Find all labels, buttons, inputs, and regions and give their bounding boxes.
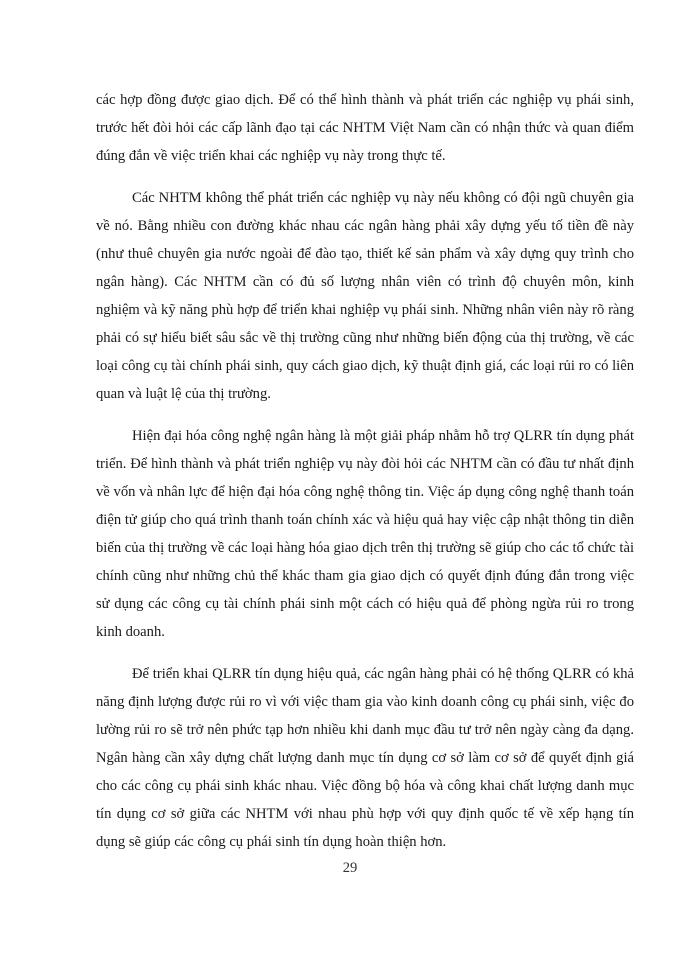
document-page-body xyxy=(96,86,634,870)
paragraph-4: Để triển khai QLRR tín dụng hiệu quả, các ngân hàng phải có hệ thống QLRR có khả năng định lượng được rủi ro vì với việc tham gia vào kinh doanh công cụ phái sinh, việc đo lường rủi ro sẽ trở nên phức tạp hơn nhiều khi danh mục đầu tư trở nên ngày càng đa dạng. Ngân hàng cần xây dựng chất lượng danh mục tín dụng cơ sở làm cơ sở để quyết định giá cho các công cụ phái sinh khác nhau. Việc đồng bộ hóa và công khai chất lượng danh mục tín dụng cơ sở giữa các NHTM với nhau phù hợp với quy định quốc tế về xếp hạng tín dụng sẽ giúp các công cụ phái sinh tín dụng hoàn thiện hơn. xyxy=(96,666,634,850)
page-number: 29 xyxy=(342,860,358,876)
paragraph-3: Hiện đại hóa công nghệ ngân hàng là một giải pháp nhằm hỗ trợ QLRR tín dụng phát triển. Để hình thành và phát triển nghiệp vụ này đòi hỏi các NHTM cần có đầu tư nhất định về vốn và nhân lực để hiện đại hóa công nghệ thông tin. Việc áp dụng công nghệ thanh toán điện tử giúp cho quá trình thanh toán chính xác và hiệu quả hay việc cập nhật thông tin diễn biến của thị trường về các loại hàng hóa giao dịch trên thị trường sẽ giúp cho các tổ chức tài chính cũng như những chủ thể khác tham gia giao dịch có quyết định đúng đắn trong việc sử dụng các công cụ tài chính phái sinh một cách có hiệu quả để phòng ngừa rủi ro trong kinh doanh. xyxy=(96,428,634,640)
paragraph-1: các hợp đồng được giao dịch. Để có thể hình thành và phát triển các nghiệp vụ phái sinh, trước hết đòi hỏi các cấp lãnh đạo tại các NHTM Việt Nam cần có nhận thức và quan điểm đúng đắn về việc triển khai các nghiệp vụ này trong thực tế. xyxy=(96,92,634,164)
paragraph-2: Các NHTM không thể phát triển các nghiệp vụ này nếu không có đội ngũ chuyên gia về nó. Bằng nhiều con đường khác nhau các ngân hàng phải xây dựng yếu tố tiền đề này (như thuê chuyên gia nước ngoài để đào tạo, thiết kế sản phẩm và xây dựng quy trình cho ngân hàng). Các NHTM cần có đủ số lượng nhân viên có trình độ chuyên môn, kinh nghiệm và kỹ năng phù hợp để triển khai nghiệp vụ phái sinh. Những nhân viên này rõ ràng phải có sự hiểu biết sâu sắc về thị trường cũng như những biến động của thị trường, về các loại công cụ tài chính phái sinh, quy cách giao dịch, kỹ thuật định giá, các loại rủi ro có liên quan và luật lệ của thị trường. xyxy=(96,190,634,402)
